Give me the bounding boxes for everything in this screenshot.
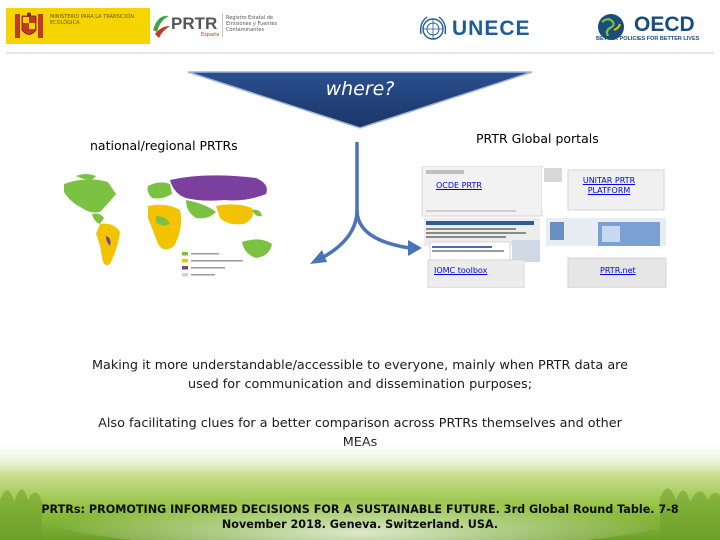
world-prtr-map xyxy=(56,172,288,288)
funnel-question: where? xyxy=(325,78,395,100)
oecd-prtr-link[interactable]: OCDE PRTR xyxy=(436,181,482,190)
prtr-wordmark: PRTR xyxy=(171,14,218,33)
paragraph-comparison: Also facilitating clues for a better comparison across PRTRs themselves and other xyxy=(98,416,622,431)
prtr-divider xyxy=(222,13,223,37)
unitar-prtr-platform-link[interactable]: UNITAR PRTR PLATFORM xyxy=(582,176,636,195)
prtr-country: España xyxy=(201,32,220,38)
paragraph-accessibility: Making it more understandable/accessible to everyone, mainly when PRTR data are used for communication and dissemination purposes; xyxy=(91,358,629,392)
iomc-toolbox-link[interactable]: IOMC toolbox xyxy=(434,266,488,275)
prtr-net-link[interactable]: PRTR.net xyxy=(600,266,636,275)
oecd-wordmark: OECD xyxy=(634,13,695,36)
footer-conference-text: PRTRs: PROMOTING INFORMED DECISIONS FOR A SUSTAINABLE FUTURE. 3rd Global Round Table. 7-8 November 2018. Geneva. Switzerland. USA. xyxy=(41,503,679,531)
oecd-tagline: BETTER POLICIES FOR BETTER LIVES xyxy=(596,36,700,42)
national-prtrs-label: national/regional PRTRs xyxy=(90,138,238,153)
unece-wordmark: UNECE xyxy=(452,17,531,40)
spain-coat-of-arms-icon xyxy=(14,12,44,40)
prtr-registry-name: Registro Estatal de Emisiones y Fuentes Contaminantes xyxy=(226,15,278,33)
header-separator xyxy=(6,52,714,54)
global-portals-label: PRTR Global portals xyxy=(476,131,599,146)
un-emblem-icon xyxy=(418,14,448,44)
branch-arrows xyxy=(300,140,430,270)
ministry-name: MINISTERIO PARA LA TRANSICIÓN ECOLÓGICA xyxy=(50,14,134,26)
